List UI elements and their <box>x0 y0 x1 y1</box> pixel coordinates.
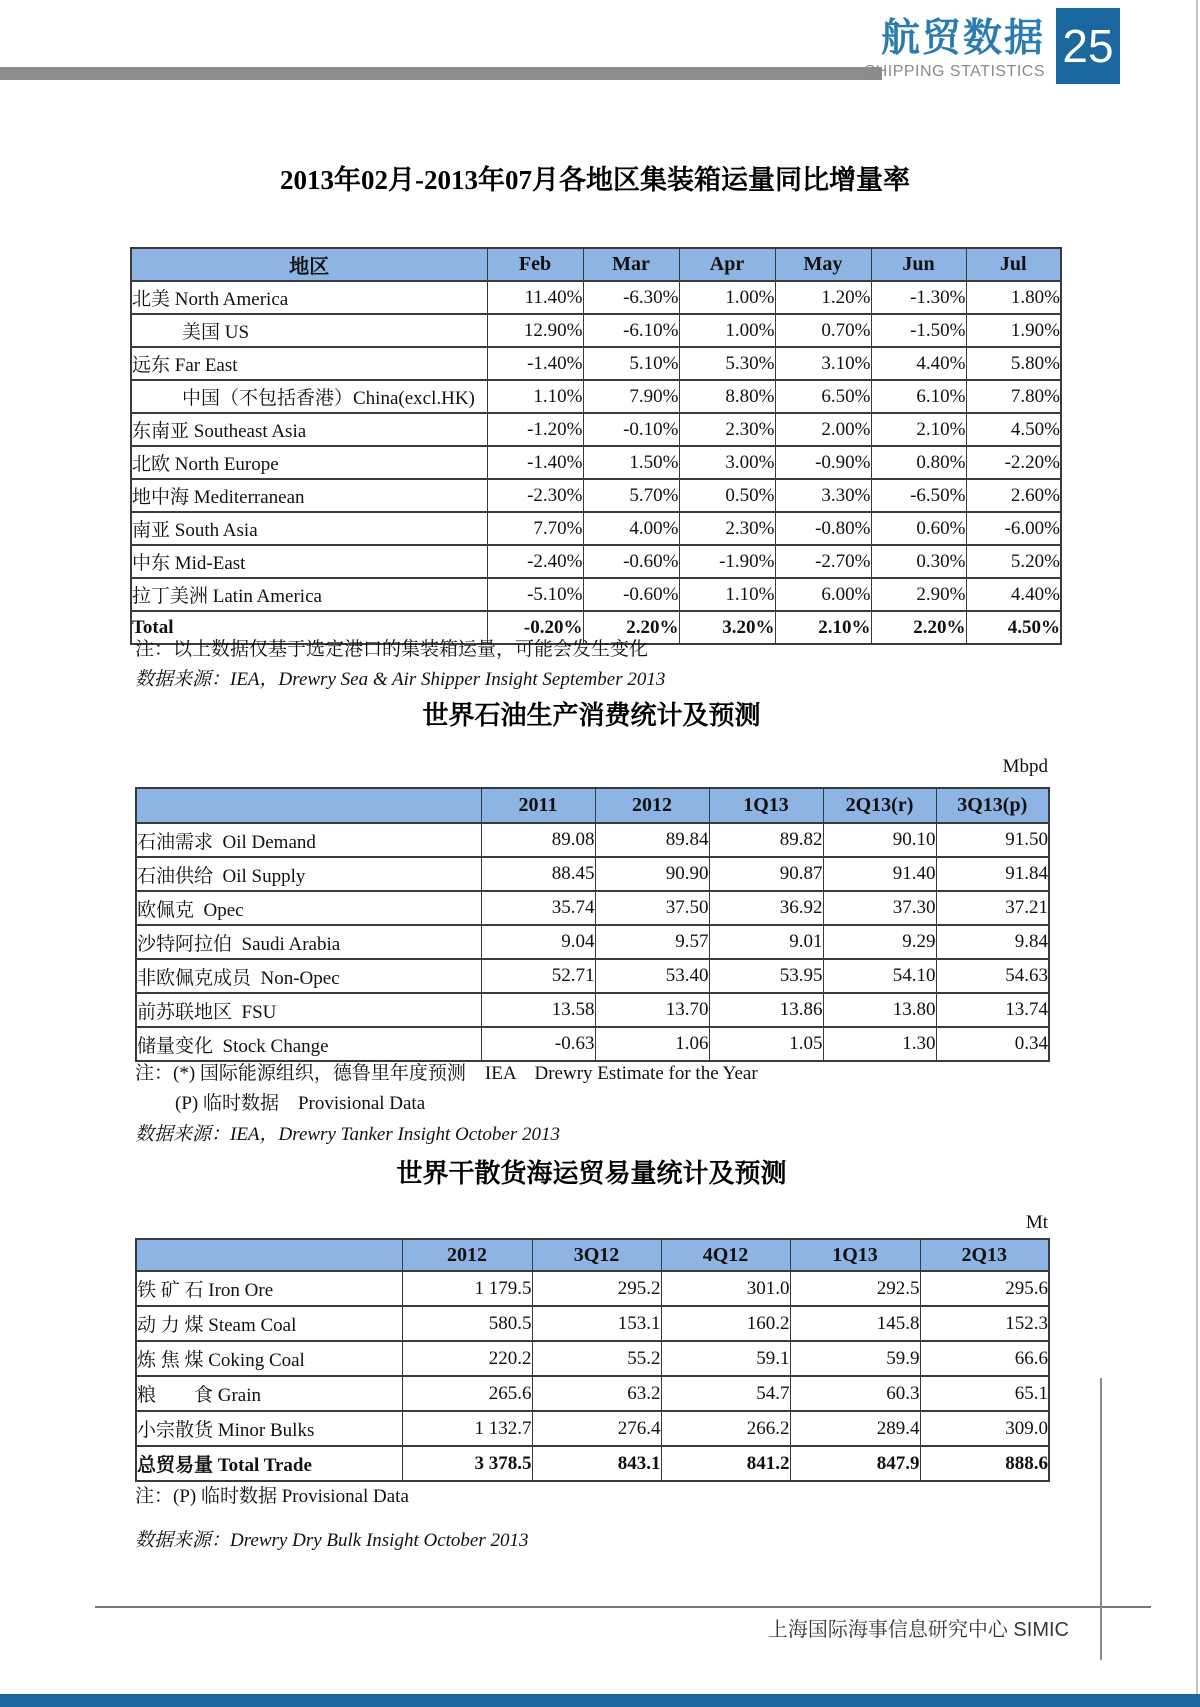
table-cell: 9.01 <box>709 925 823 959</box>
table-cell: 3.10% <box>775 347 871 380</box>
section3-note: 注：(P) 临时数据 Provisional Data <box>135 1486 409 1507</box>
table-row <box>136 891 1049 925</box>
section3-source: 数据来源：Drewry Dry Bulk Insight October 2013 <box>135 1530 529 1551</box>
table-cell: -0.10% <box>583 413 679 446</box>
row-label: 中国（不包括香港）China(excl.HK) <box>131 380 487 413</box>
column-header: 4Q12 <box>661 1239 790 1271</box>
table-cell: 2.30% <box>679 413 775 446</box>
table-cell: 295.2 <box>532 1271 661 1306</box>
table-cell: -0.90% <box>775 446 871 479</box>
table-row <box>136 925 1049 959</box>
table-cell: 301.0 <box>661 1271 790 1306</box>
table-cell: 5.80% <box>966 347 1061 380</box>
table-row <box>136 1376 1049 1411</box>
table-cell: 89.84 <box>595 823 709 857</box>
table-cell: 11.40% <box>487 281 583 314</box>
column-header: Jul <box>966 248 1061 281</box>
footer-text: 上海国际海事信息研究中心 SIMIC <box>767 1619 1069 1641</box>
row-label: 小宗散货 Minor Bulks <box>136 1411 402 1446</box>
dry-bulk-trade-table <box>135 1238 1050 1482</box>
column-header: May <box>775 248 871 281</box>
table-row <box>136 1271 1049 1306</box>
page-edge-line <box>1196 0 1198 1694</box>
table-cell: 1 179.5 <box>402 1271 532 1306</box>
table-header-row <box>131 248 1061 281</box>
table-cell: -1.90% <box>679 545 775 578</box>
bottom-accent-bar <box>0 1694 1200 1707</box>
table-cell: -2.70% <box>775 545 871 578</box>
table-cell: 2.90% <box>871 578 966 611</box>
row-label: 美国 US <box>131 314 487 347</box>
table-row <box>131 314 1061 347</box>
row-label: 储量变化 Stock Change <box>136 1027 481 1061</box>
table-cell: 1.20% <box>775 281 871 314</box>
row-label: 非欧佩克成员 Non-Opec <box>136 959 481 993</box>
table-cell: -6.30% <box>583 281 679 314</box>
table-cell: 90.90 <box>595 857 709 891</box>
table-cell: -5.10% <box>487 578 583 611</box>
table-cell: 90.87 <box>709 857 823 891</box>
table-cell: 289.4 <box>790 1411 920 1446</box>
table-cell: 145.8 <box>790 1306 920 1341</box>
table-cell: 91.84 <box>936 857 1049 891</box>
row-label: 前苏联地区 FSU <box>136 993 481 1027</box>
row-label: 北欧 North Europe <box>131 446 487 479</box>
footer-side-line <box>1100 1378 1102 1660</box>
table-cell: 89.08 <box>481 823 595 857</box>
table-cell: 841.2 <box>661 1446 790 1481</box>
table-cell: 13.80 <box>823 993 936 1027</box>
table-cell: -6.00% <box>966 512 1061 545</box>
column-header: 2Q13 <box>920 1239 1049 1271</box>
table-row <box>131 578 1061 611</box>
table-cell: 2.20% <box>583 611 679 644</box>
table-cell: 7.90% <box>583 380 679 413</box>
table-cell: -2.20% <box>966 446 1061 479</box>
table-cell: 0.34 <box>936 1027 1049 1061</box>
table-cell: 153.1 <box>532 1306 661 1341</box>
table-cell: 1.06 <box>595 1027 709 1061</box>
table-header-row <box>136 788 1049 823</box>
table-cell: 1.05 <box>709 1027 823 1061</box>
table-cell: 843.1 <box>532 1446 661 1481</box>
table-cell: 54.63 <box>936 959 1049 993</box>
table-cell: 1.80% <box>966 281 1061 314</box>
table-cell: -2.30% <box>487 479 583 512</box>
table-cell: 2.30% <box>679 512 775 545</box>
section2-source: 数据来源：IEA，Drewry Tanker Insight October 2013 <box>135 1124 561 1145</box>
table-cell: 3 378.5 <box>402 1446 532 1481</box>
column-header: Mar <box>583 248 679 281</box>
table-cell: 54.7 <box>661 1376 790 1411</box>
table-cell: 1.10% <box>487 380 583 413</box>
table-cell: 9.57 <box>595 925 709 959</box>
table-header-row <box>136 1239 1049 1271</box>
table-cell: 266.2 <box>661 1411 790 1446</box>
column-header: 2012 <box>595 788 709 823</box>
table-cell: 54.10 <box>823 959 936 993</box>
table-cell: 1.90% <box>966 314 1061 347</box>
column-header: 3Q12 <box>532 1239 661 1271</box>
container-volume-table <box>130 247 1062 645</box>
table-cell: 65.1 <box>920 1376 1049 1411</box>
table-cell: -0.20% <box>487 611 583 644</box>
table-cell: 36.92 <box>709 891 823 925</box>
row-label: 欧佩克 Opec <box>136 891 481 925</box>
row-label: 地中海 Mediterranean <box>131 479 487 512</box>
table-cell: 3.30% <box>775 479 871 512</box>
table-cell: 152.3 <box>920 1306 1049 1341</box>
row-label: 南亚 South Asia <box>131 512 487 545</box>
row-label: Total <box>131 611 487 644</box>
table-cell: 5.70% <box>583 479 679 512</box>
row-label: 动 力 煤 Steam Coal <box>136 1306 402 1341</box>
table-cell: 9.04 <box>481 925 595 959</box>
row-label: 石油供给 Oil Supply <box>136 857 481 891</box>
table-row <box>136 1027 1049 1061</box>
table-cell: 7.70% <box>487 512 583 545</box>
table-cell: 35.74 <box>481 891 595 925</box>
column-header: Apr <box>679 248 775 281</box>
table-cell: 37.21 <box>936 891 1049 925</box>
table-cell: 309.0 <box>920 1411 1049 1446</box>
column-header: 2012 <box>402 1239 532 1271</box>
column-header <box>136 1239 402 1271</box>
section3-title: 世界干散货海运贸易量统计及预测 <box>396 1159 787 1188</box>
table-cell: -6.10% <box>583 314 679 347</box>
column-header: Feb <box>487 248 583 281</box>
table-cell: 2.00% <box>775 413 871 446</box>
table-cell: 53.40 <box>595 959 709 993</box>
table-row <box>136 857 1049 891</box>
table-cell: 9.29 <box>823 925 936 959</box>
table-cell: 292.5 <box>790 1271 920 1306</box>
table-cell: 4.40% <box>871 347 966 380</box>
table-cell: 7.80% <box>966 380 1061 413</box>
table-cell: 91.50 <box>936 823 1049 857</box>
section1-note: 注：以上数据仅基于选定港口的集装箱运量，可能会发生变化 <box>135 639 649 660</box>
table-cell: 90.10 <box>823 823 936 857</box>
oil-statistics-table <box>135 787 1050 1062</box>
table-row <box>131 545 1061 578</box>
table-cell: 2.10% <box>871 413 966 446</box>
table-cell: 63.2 <box>532 1376 661 1411</box>
table-row <box>131 479 1061 512</box>
table-cell: -0.63 <box>481 1027 595 1061</box>
table-row <box>136 959 1049 993</box>
table-cell: 1 132.7 <box>402 1411 532 1446</box>
table-cell: 89.82 <box>709 823 823 857</box>
table-cell: 6.00% <box>775 578 871 611</box>
table-cell: 13.74 <box>936 993 1049 1027</box>
table-cell: 3.20% <box>679 611 775 644</box>
table-cell: 13.70 <box>595 993 709 1027</box>
table-cell: -2.40% <box>487 545 583 578</box>
table-cell: 88.45 <box>481 857 595 891</box>
section2-title: 世界石油生产消费统计及预测 <box>422 701 761 730</box>
column-header: 2Q13(r) <box>823 788 936 823</box>
table-cell: 6.50% <box>775 380 871 413</box>
table-cell: 2.20% <box>871 611 966 644</box>
row-label: 远东 Far East <box>131 347 487 380</box>
table-cell: -1.20% <box>487 413 583 446</box>
table-row <box>131 380 1061 413</box>
page-number-badge: 25 <box>1056 8 1120 84</box>
brand-title-cn: 航贸数据 <box>880 17 1045 60</box>
table-cell: 12.90% <box>487 314 583 347</box>
row-label: 北美 North America <box>131 281 487 314</box>
row-label: 中东 Mid-East <box>131 545 487 578</box>
table-cell: 66.6 <box>920 1341 1049 1376</box>
table-cell: -0.60% <box>583 578 679 611</box>
table-cell: 0.70% <box>775 314 871 347</box>
section2-note-2: (P) 临时数据 Provisional Data <box>175 1093 426 1114</box>
row-label: 炼 焦 煤 Coking Coal <box>136 1341 402 1376</box>
table-row <box>136 823 1049 857</box>
table-row <box>136 993 1049 1027</box>
table-cell: 1.00% <box>679 281 775 314</box>
table-cell: 60.3 <box>790 1376 920 1411</box>
table-cell: 3.00% <box>679 446 775 479</box>
table-row <box>131 347 1061 380</box>
section3-unit-label: Mt <box>1025 1212 1048 1233</box>
brand-block <box>865 18 1045 81</box>
table-cell: 580.5 <box>402 1306 532 1341</box>
column-header: 1Q13 <box>790 1239 920 1271</box>
table-cell: -6.50% <box>871 479 966 512</box>
table-row <box>131 512 1061 545</box>
brand-title-en: SHIPPING STATISTICS <box>864 62 1045 80</box>
table-cell: -1.40% <box>487 347 583 380</box>
table-cell: 1.10% <box>679 578 775 611</box>
row-label: 石油需求 Oil Demand <box>136 823 481 857</box>
header-divider-bar <box>0 67 882 80</box>
table-cell: 2.60% <box>966 479 1061 512</box>
table-row <box>136 1411 1049 1446</box>
column-header <box>136 788 481 823</box>
table-cell: 1.00% <box>679 314 775 347</box>
column-header: 1Q13 <box>709 788 823 823</box>
section1-title: 2013年02月-2013年07月各地区集装箱运量同比增量率 <box>280 165 910 195</box>
table-cell: 888.6 <box>920 1446 1049 1481</box>
table-row <box>136 1446 1049 1481</box>
table-cell: 2.10% <box>775 611 871 644</box>
table-cell: 5.30% <box>679 347 775 380</box>
table-cell: 6.10% <box>871 380 966 413</box>
table-cell: 1.30 <box>823 1027 936 1061</box>
table-cell: -0.60% <box>583 545 679 578</box>
column-header: 地区 <box>131 248 487 281</box>
table-cell: 4.40% <box>966 578 1061 611</box>
table-cell: -0.80% <box>775 512 871 545</box>
footer-rule <box>95 1606 1151 1608</box>
table-cell: 37.50 <box>595 891 709 925</box>
table-cell: 9.84 <box>936 925 1049 959</box>
table-cell: 8.80% <box>679 380 775 413</box>
table-cell: 160.2 <box>661 1306 790 1341</box>
row-label: 粮 食 Grain <box>136 1376 402 1411</box>
column-header: 3Q13(p) <box>936 788 1049 823</box>
section1-source: 数据来源：IEA，Drewry Sea & Air Shipper Insight September 2013 <box>135 669 666 690</box>
table-cell: 53.95 <box>709 959 823 993</box>
table-row <box>136 1306 1049 1341</box>
table-cell: 4.50% <box>966 611 1061 644</box>
column-header: 2011 <box>481 788 595 823</box>
table-cell: 5.20% <box>966 545 1061 578</box>
table-cell: -1.50% <box>871 314 966 347</box>
table-row <box>131 281 1061 314</box>
table-row <box>131 446 1061 479</box>
table-row <box>136 1341 1049 1376</box>
table-cell: 13.58 <box>481 993 595 1027</box>
table-cell: 276.4 <box>532 1411 661 1446</box>
table-cell: 59.1 <box>661 1341 790 1376</box>
table-cell: 37.30 <box>823 891 936 925</box>
row-label: 总贸易量 Total Trade <box>136 1446 402 1481</box>
table-cell: 52.71 <box>481 959 595 993</box>
column-header: Jun <box>871 248 966 281</box>
table-cell: 4.50% <box>966 413 1061 446</box>
table-cell: 59.9 <box>790 1341 920 1376</box>
table-cell: 1.50% <box>583 446 679 479</box>
row-label: 东南亚 Southeast Asia <box>131 413 487 446</box>
table-cell: 0.60% <box>871 512 966 545</box>
table-cell: 0.50% <box>679 479 775 512</box>
table-cell: 847.9 <box>790 1446 920 1481</box>
section2-unit-label: Mbpd <box>1002 756 1048 777</box>
table-cell: 4.00% <box>583 512 679 545</box>
table-row <box>131 413 1061 446</box>
table-cell: 265.6 <box>402 1376 532 1411</box>
table-cell: 0.80% <box>871 446 966 479</box>
table-cell: 5.10% <box>583 347 679 380</box>
table-cell: 55.2 <box>532 1341 661 1376</box>
row-label: 铁 矿 石 Iron Ore <box>136 1271 402 1306</box>
section2-note-1: 注：(*) 国际能源组织，德鲁里年度预测 IEA Drewry Estimate for the Year <box>135 1063 758 1084</box>
table-cell: 220.2 <box>402 1341 532 1376</box>
row-label: 拉丁美洲 Latin America <box>131 578 487 611</box>
table-cell: -1.40% <box>487 446 583 479</box>
table-cell: 91.40 <box>823 857 936 891</box>
table-cell: -1.30% <box>871 281 966 314</box>
table-cell: 295.6 <box>920 1271 1049 1306</box>
table-cell: 13.86 <box>709 993 823 1027</box>
table-cell: 0.30% <box>871 545 966 578</box>
row-label: 沙特阿拉伯 Saudi Arabia <box>136 925 481 959</box>
